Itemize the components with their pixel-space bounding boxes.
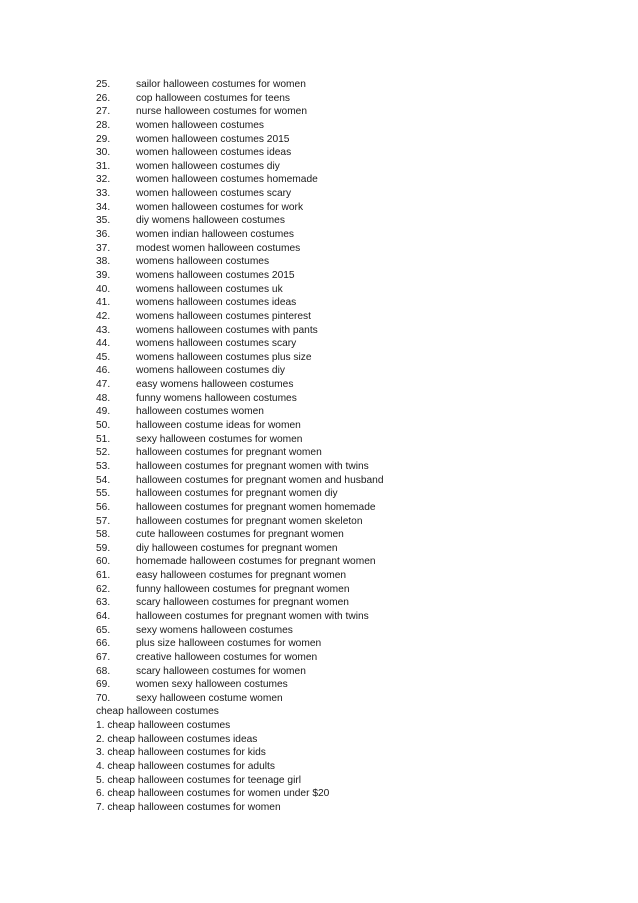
list-item <box>96 242 596 256</box>
list-item-number: 62. <box>96 583 111 595</box>
list-item-text: halloween costumes for pregnant women with twins <box>136 460 369 472</box>
list-item-text: womens halloween costumes 2015 <box>136 269 295 281</box>
list-item <box>96 160 596 174</box>
list-item-text: women halloween costumes ideas <box>136 147 292 159</box>
list-item <box>96 187 596 201</box>
list-item <box>96 474 596 488</box>
list-item-text: diy womens halloween costumes <box>136 215 285 227</box>
list-item-number: 55. <box>96 488 111 500</box>
list-item-text: women sexy halloween costumes <box>136 679 288 691</box>
list-item-number: 46. <box>96 365 111 377</box>
list-item-text: halloween costumes for pregnant women skeleton <box>136 515 363 527</box>
list-item <box>96 610 596 624</box>
list-item <box>96 665 596 679</box>
list-item <box>96 269 596 283</box>
list-item <box>96 637 596 651</box>
list-item-text: sexy womens halloween costumes <box>136 624 293 636</box>
list-item-number: 30. <box>96 147 111 159</box>
cheap-keyword-list <box>96 719 596 814</box>
list-item-text: modest women halloween costumes <box>136 242 301 254</box>
list-item-number: 49. <box>96 406 111 418</box>
list-item-text: women halloween costumes <box>136 119 264 131</box>
list-item <box>96 351 596 365</box>
list-item-number: 32. <box>96 174 111 186</box>
list-item-text: cute halloween costumes for pregnant women <box>136 529 344 541</box>
list-item <box>96 624 596 638</box>
list-item-text: halloween costumes for pregnant women homemade <box>136 501 376 513</box>
list-item-text: womens halloween costumes uk <box>136 283 283 295</box>
list-item <box>96 528 596 542</box>
list-item-number: 31. <box>96 160 111 172</box>
list-item-text: womens halloween costumes pinterest <box>136 310 311 322</box>
list-item <box>96 228 596 242</box>
list-item-text: women halloween costumes for work <box>136 201 304 213</box>
list-item-text: nurse halloween costumes for women <box>136 106 308 118</box>
keyword-list <box>96 78 596 705</box>
list-item-text: women halloween costumes scary <box>136 188 292 200</box>
list-item-number: 63. <box>96 597 111 609</box>
list-item-number: 33. <box>96 188 111 200</box>
list-item <box>96 296 596 310</box>
list-item-text: scary halloween costumes for women <box>136 665 306 677</box>
list-item-text: womens halloween costumes diy <box>136 365 285 377</box>
list-item-number: 25. <box>96 79 111 90</box>
list-item-text: homemade halloween costumes for pregnant women <box>136 556 376 568</box>
list-item <box>96 119 596 133</box>
list-item <box>96 378 596 392</box>
list-item-text: womens halloween costumes plus size <box>136 351 312 363</box>
list-item-number: 57. <box>96 515 111 527</box>
list-item-text: funny womens halloween costumes <box>136 392 297 404</box>
list-item-number: 69. <box>96 679 111 691</box>
list-item-text: sailor halloween costumes for women <box>136 79 306 90</box>
list-item-number: 66. <box>96 638 111 650</box>
list-item-number: 42. <box>96 310 111 322</box>
list-item <box>96 392 596 406</box>
list-item <box>96 419 596 433</box>
list-item <box>96 501 596 515</box>
list-item-text: women indian halloween costumes <box>136 229 294 241</box>
list-item-number: 50. <box>96 420 111 432</box>
list-item <box>96 596 596 610</box>
list-item <box>96 487 596 501</box>
list-item <box>96 214 596 228</box>
list-item <box>96 555 596 569</box>
list-item-text: creative halloween costumes for women <box>136 651 318 663</box>
list-item <box>96 201 596 215</box>
list-item-number: 34. <box>96 201 111 213</box>
list-item-text: plus size halloween costumes for women <box>136 638 322 650</box>
list-item-text: womens halloween costumes scary <box>136 338 297 350</box>
cheap-list-item: 5. cheap halloween costumes for teenage girl <box>96 774 302 786</box>
list-item-number: 68. <box>96 665 111 677</box>
list-item-text: womens halloween costumes <box>136 256 270 268</box>
list-item <box>96 255 596 269</box>
list-item <box>96 173 596 187</box>
list-item-number: 48. <box>96 392 111 404</box>
list-item-text: halloween costumes women <box>136 406 264 418</box>
list-item-number: 41. <box>96 297 111 309</box>
list-item <box>96 310 596 324</box>
list-item-number: 61. <box>96 570 111 582</box>
list-item-number: 54. <box>96 474 111 486</box>
list-item-text: halloween costumes for pregnant women diy <box>136 488 338 500</box>
list-item-text: women halloween costumes homemade <box>136 174 318 186</box>
cheap-list-item: 4. cheap halloween costumes for adults <box>96 761 275 773</box>
list-item-text: women halloween costumes diy <box>136 160 280 172</box>
list-item <box>96 692 596 706</box>
list-item-text: easy womens halloween costumes <box>136 379 294 391</box>
list-item-text: sexy halloween costume women <box>136 692 283 704</box>
list-item-text: funny halloween costumes for pregnant women <box>136 583 350 595</box>
list-item-number: 37. <box>96 242 111 254</box>
list-item-number: 40. <box>96 283 111 295</box>
list-item <box>96 405 596 419</box>
list-item-number: 44. <box>96 338 111 350</box>
list-item-number: 52. <box>96 447 111 459</box>
list-item-number: 59. <box>96 542 111 554</box>
list-item-text: halloween costumes for pregnant women with twins <box>136 610 369 622</box>
list-item-number: 36. <box>96 229 111 241</box>
list-item-number: 27. <box>96 106 111 118</box>
list-item-number: 53. <box>96 460 111 472</box>
cheap-list-item: 2. cheap halloween costumes ideas <box>96 733 258 745</box>
list-item <box>96 446 596 460</box>
list-item-text: women halloween costumes 2015 <box>136 133 290 145</box>
list-item-number: 45. <box>96 351 111 363</box>
list-item-text: sexy halloween costumes for women <box>136 433 303 445</box>
list-item <box>96 651 596 665</box>
list-item-number: 43. <box>96 324 111 336</box>
cheap-list-item: 6. cheap halloween costumes for women under $20 <box>96 788 330 800</box>
list-item <box>96 92 596 106</box>
list-item <box>96 337 596 351</box>
cheap-list-item: 7. cheap halloween costumes for women <box>96 801 281 813</box>
list-item <box>96 324 596 338</box>
list-item-text: halloween costumes for pregnant women <box>136 447 322 459</box>
list-item <box>96 105 596 119</box>
list-item-number: 60. <box>96 556 111 568</box>
list-item <box>96 364 596 378</box>
section-heading: cheap halloween costumes <box>96 706 219 718</box>
list-item-number: 51. <box>96 433 111 445</box>
list-item <box>96 569 596 583</box>
list-item-number: 39. <box>96 269 111 281</box>
list-item-text: diy halloween costumes for pregnant women <box>136 542 338 554</box>
list-item <box>96 283 596 297</box>
list-item-number: 56. <box>96 501 111 513</box>
list-item-number: 58. <box>96 529 111 541</box>
list-item-text: cop halloween costumes for teens <box>136 92 291 104</box>
list-item <box>96 542 596 556</box>
cheap-list-item: 3. cheap halloween costumes for kids <box>96 747 266 759</box>
list-item <box>96 515 596 529</box>
list-item-text: womens halloween costumes ideas <box>136 297 297 309</box>
cheap-list-item: 1. cheap halloween costumes <box>96 720 231 732</box>
list-item <box>96 133 596 147</box>
list-item <box>96 460 596 474</box>
list-item <box>96 146 596 160</box>
list-item-text: halloween costume ideas for women <box>136 420 301 432</box>
list-item-number: 64. <box>96 610 111 622</box>
list-item-number: 70. <box>96 692 111 704</box>
list-item-number: 28. <box>96 119 111 131</box>
list-item-number: 65. <box>96 624 111 636</box>
list-item-number: 29. <box>96 133 111 145</box>
list-item <box>96 583 596 597</box>
list-item <box>96 433 596 447</box>
list-item-text: womens halloween costumes with pants <box>136 324 318 336</box>
list-item-number: 47. <box>96 379 111 391</box>
list-item-text: easy halloween costumes for pregnant women <box>136 570 347 582</box>
list-item-number: 35. <box>96 215 111 227</box>
list-item-number: 26. <box>96 92 111 104</box>
list-item-text: scary halloween costumes for pregnant women <box>136 597 349 609</box>
list-item-number: 67. <box>96 651 111 663</box>
list-item <box>96 678 596 692</box>
document-content <box>96 78 596 815</box>
list-item <box>96 78 596 92</box>
list-item-number: 38. <box>96 256 111 268</box>
list-item-text: halloween costumes for pregnant women and husband <box>136 474 384 486</box>
